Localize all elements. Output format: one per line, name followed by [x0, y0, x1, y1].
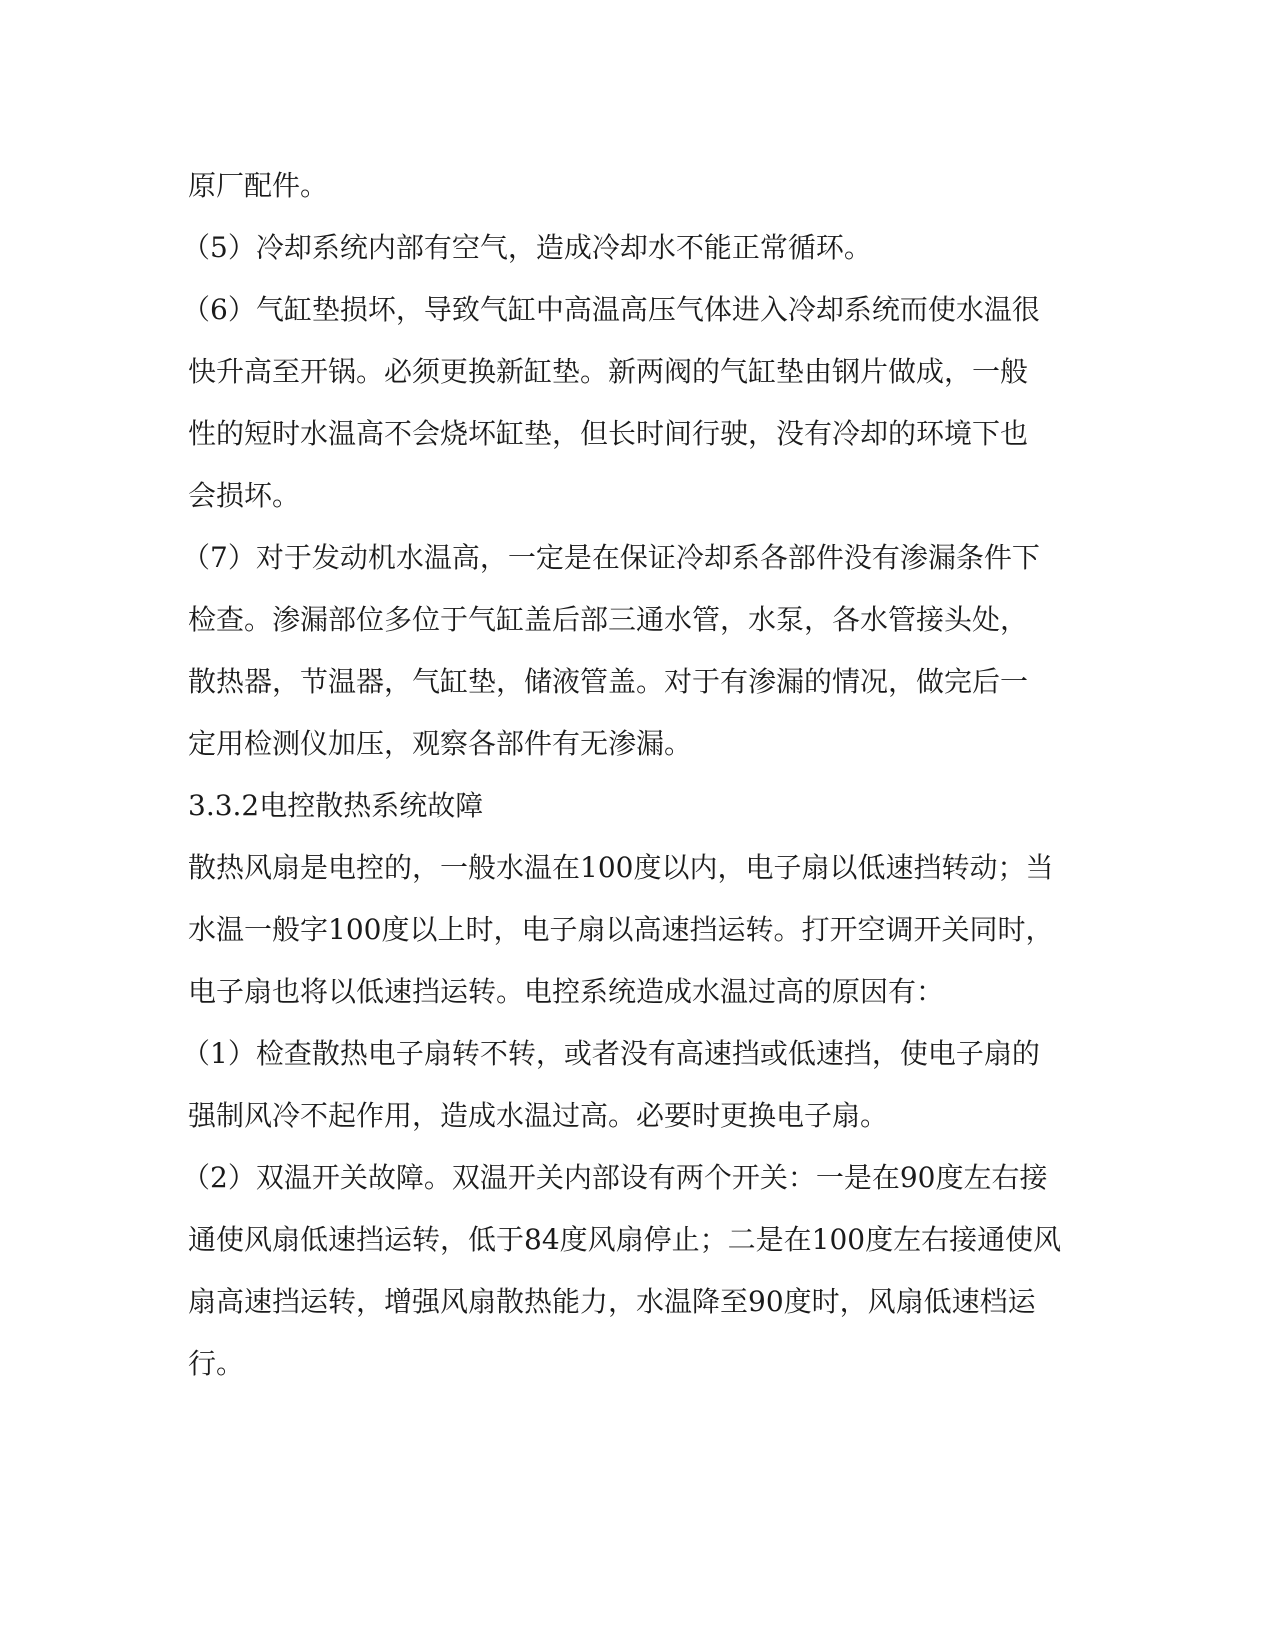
- list-item-2: （2）双温开关故障。双温开关内部设有两个开关：一是在90度左右接: [182, 1161, 1048, 1194]
- list-item-7: （7）对于发动机水温高，一定是在保证冷却系各部件没有渗漏条件下: [182, 541, 1040, 574]
- list-item-1: （1）检查散热电子扇转不转，或者没有高速挡或低速挡，使电子扇的: [182, 1037, 1040, 1070]
- text-line: 性的短时水温高不会烧坏缸垫，但长时间行驶，没有冷却的环境下也: [188, 417, 1029, 450]
- text-line: 电子扇也将以低速挡运转。电控系统造成水温过高的原因有：: [188, 975, 945, 1008]
- text-line: 原厂配件。: [188, 169, 329, 202]
- text-line: 扇高速挡运转，增强风扇散热能力，水温降至90度时，风扇低速档运: [188, 1285, 1036, 1318]
- text-line: 强制风冷不起作用，造成水温过高。必要时更换电子扇。: [188, 1099, 889, 1132]
- text-line: 检查。渗漏部位多位于气缸盖后部三通水管，水泵，各水管接头处，: [188, 603, 1029, 636]
- text-line: 会损坏。: [188, 479, 301, 512]
- list-item-6: （6）气缸垫损坏，导致气缸中高温高压气体进入冷却系统而使水温很: [182, 293, 1040, 326]
- text-line: 水温一般字100度以上时，电子扇以高速挡运转。打开空调开关同时，: [188, 913, 1054, 946]
- text-line: 定用检测仪加压，观察各部件有无渗漏。: [188, 727, 693, 760]
- text-line: 快升高至开锅。必须更换新缸垫。新两阀的气缸垫由钢片做成，一般: [188, 355, 1029, 388]
- text-line: 通使风扇低速挡运转，低于84度风扇停止；二是在100度左右接通使风: [188, 1223, 1062, 1256]
- section-heading: 3.3.2电控散热系统故障: [188, 789, 484, 822]
- list-item-5: （5）冷却系统内部有空气，造成冷却水不能正常循环。: [182, 231, 872, 264]
- document-body: [182, 155, 1062, 1395]
- text-line: 散热风扇是电控的，一般水温在100度以内，电子扇以低速挡转动；当: [188, 851, 1054, 884]
- text-line: 散热器，节温器，气缸垫，储液管盖。对于有渗漏的情况，做完后一: [188, 665, 1029, 698]
- text-line: 行。: [188, 1347, 245, 1380]
